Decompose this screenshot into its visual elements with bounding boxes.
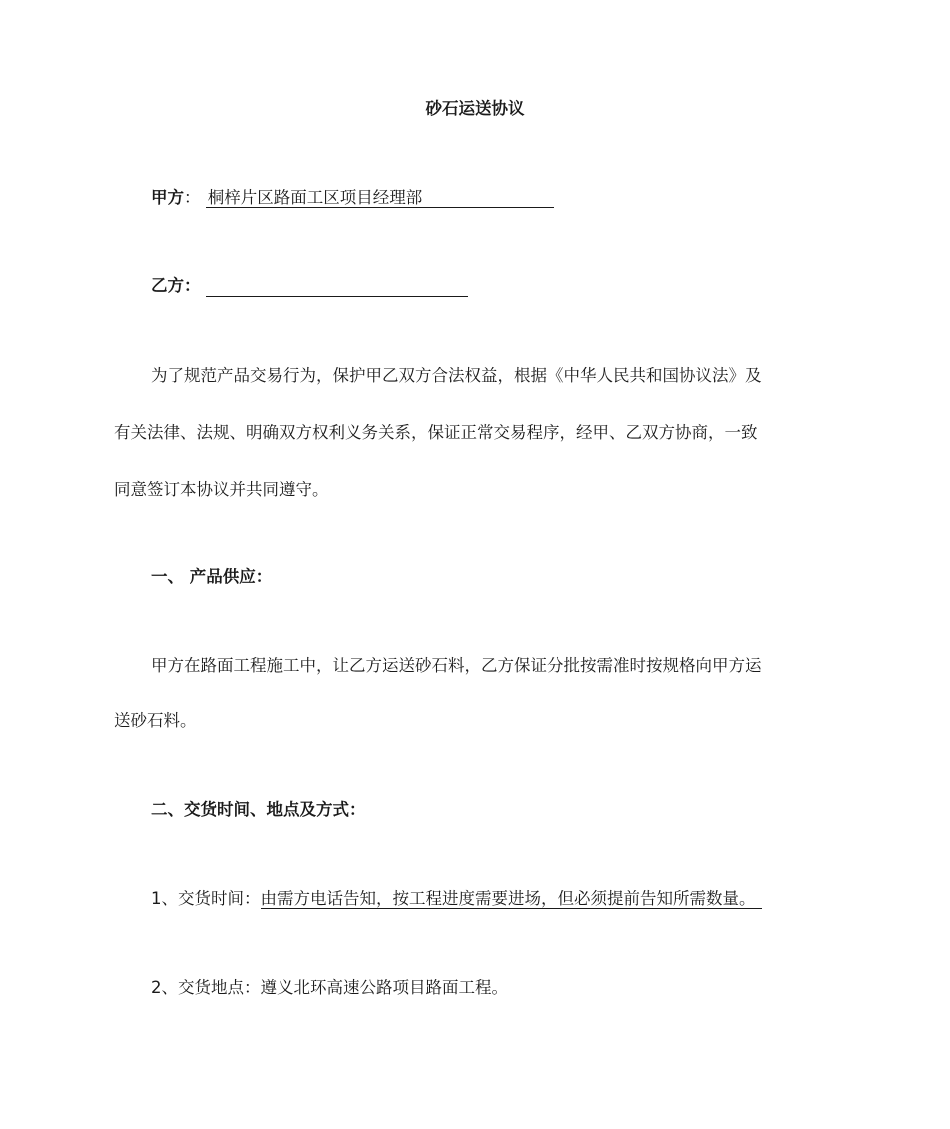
party-a-label: 甲方	[151, 188, 184, 207]
section2-item1	[151, 888, 762, 910]
section2-item2: 2、交货地点：遵义北环高速公路项目路面工程。	[151, 978, 508, 997]
section1-line-1: 甲方在路面工程施工中，让乙方运送砂石料，乙方保证分批按需准时按规格向甲方运	[151, 656, 762, 675]
party-a-colon: ：	[184, 188, 201, 207]
party-a-value: 桐梓片区路面工区项目经理部	[206, 188, 554, 208]
section1-heading: 一、 产品供应：	[151, 567, 273, 586]
intro-line-1: 为了规范产品交易行为，保护甲乙双方合法权益，根据《中华人民共和国协议法》及	[151, 366, 762, 385]
party-b-line	[151, 275, 468, 297]
item1-label: 1、交货时间：	[151, 889, 261, 908]
intro-line-3: 同意签订本协议并共同遵守。	[114, 480, 329, 499]
party-b-label: 乙方：	[151, 276, 201, 295]
section2-heading: 二、交货时间、地点及方式：	[151, 800, 366, 819]
section1-line-2: 送砂石料。	[114, 711, 197, 730]
party-a-line	[151, 187, 554, 209]
intro-line-2: 有关法律、法规、明确双方权利义务关系，保证正常交易程序，经甲、乙双方协商，一致	[114, 423, 758, 442]
party-b-blank	[206, 277, 468, 297]
document-title: 砂石运送协议	[425, 99, 525, 118]
item1-value: 由需方电话告知，按工程进度需要进场，但必须提前告知所需数量。	[261, 889, 762, 909]
